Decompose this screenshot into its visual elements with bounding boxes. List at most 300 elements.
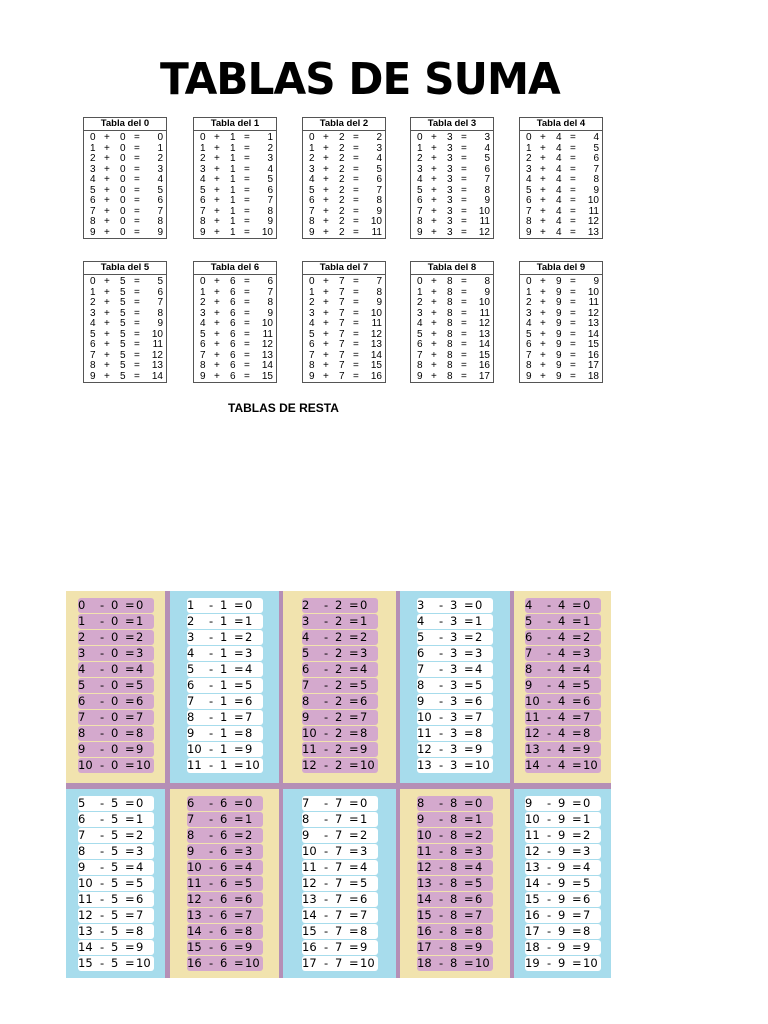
subtraction-row <box>417 726 493 741</box>
equals-sign: = <box>134 153 140 164</box>
sum-result: 12 <box>261 339 273 350</box>
addend-a: 2 <box>417 297 423 308</box>
plus-sign: + <box>431 132 437 143</box>
equals-sign: = <box>353 286 359 298</box>
subtraction-row <box>78 630 154 645</box>
addend-a: 3 <box>417 307 423 319</box>
minuend: 4 <box>78 662 86 676</box>
plus-sign: + <box>104 360 110 371</box>
equals-sign: = <box>572 694 582 708</box>
minuend: 18 <box>525 940 540 954</box>
addition-row <box>194 217 276 228</box>
equals-sign: = <box>461 276 467 287</box>
addition-row <box>303 277 385 288</box>
equals-sign: = <box>572 860 582 874</box>
equals-sign: = <box>349 924 359 938</box>
addend-a: 0 <box>526 132 532 143</box>
equals-sign: = <box>349 598 359 612</box>
addend-b: 6 <box>230 328 236 340</box>
minus-sign: - <box>324 630 329 644</box>
minuend: 11 <box>525 828 540 842</box>
plus-sign: + <box>323 328 329 340</box>
minuend: 7 <box>187 812 195 826</box>
sum-result: 16 <box>478 360 490 371</box>
subtrahend: 8 <box>450 844 458 858</box>
equals-sign: = <box>234 876 244 890</box>
plus-sign: + <box>104 184 110 196</box>
difference-result: 8 <box>475 924 483 938</box>
minuend: 12 <box>525 726 540 740</box>
addend-a: 4 <box>417 174 423 185</box>
sum-result: 6 <box>267 276 273 287</box>
addition-row <box>84 175 166 186</box>
equals-sign: = <box>244 216 250 227</box>
difference-result: 9 <box>136 742 144 756</box>
minuend: 5 <box>302 646 310 660</box>
sum-result: 12 <box>478 226 490 238</box>
minus-sign: - <box>439 646 444 660</box>
minuend: 16 <box>187 956 202 970</box>
addend-a: 0 <box>417 132 423 143</box>
minuend: 9 <box>525 678 533 692</box>
equals-sign: = <box>349 812 359 826</box>
addend-a: 0 <box>200 276 206 287</box>
plus-sign: + <box>540 153 546 164</box>
sum-result: 3 <box>157 163 163 175</box>
subtraction-row <box>187 796 263 811</box>
addend-a: 3 <box>417 163 423 175</box>
equals-sign: = <box>461 205 467 217</box>
addend-a: 9 <box>309 226 315 238</box>
addend-b: 8 <box>447 307 453 319</box>
equals-sign: = <box>349 908 359 922</box>
addend-b: 4 <box>556 174 562 185</box>
addition-row <box>411 217 493 228</box>
equals-sign: = <box>572 614 582 628</box>
subtraction-row <box>417 758 493 773</box>
addition-row <box>520 217 602 228</box>
equals-sign: = <box>461 132 467 143</box>
addend-a: 2 <box>309 297 315 308</box>
equals-sign: = <box>464 710 474 724</box>
addend-a: 5 <box>417 184 423 196</box>
subtrahend: 5 <box>111 908 119 922</box>
minuend: 6 <box>417 646 425 660</box>
minus-sign: - <box>324 828 329 842</box>
addition-row <box>194 298 276 309</box>
addition-row <box>520 319 602 330</box>
minuend: 17 <box>525 924 540 938</box>
minus-sign: - <box>100 908 105 922</box>
difference-result: 10 <box>245 956 260 970</box>
sum-result: 10 <box>478 297 490 308</box>
addition-row <box>411 196 493 207</box>
difference-result: 4 <box>583 662 591 676</box>
addend-b: 2 <box>339 153 345 164</box>
equals-sign: = <box>572 662 582 676</box>
addend-a: 2 <box>526 153 532 164</box>
subtrahend: 4 <box>558 614 566 628</box>
equals-sign: = <box>353 370 359 382</box>
subtrahend: 0 <box>111 742 119 756</box>
subtrahend: 8 <box>450 828 458 842</box>
addend-a: 5 <box>200 184 206 196</box>
subtrahend: 5 <box>111 844 119 858</box>
equals-sign: = <box>572 726 582 740</box>
minuend: 7 <box>187 694 195 708</box>
subtraction-row <box>187 710 263 725</box>
equals-sign: = <box>125 646 135 660</box>
equals-sign: = <box>570 132 576 143</box>
addition-row <box>194 372 276 383</box>
plus-sign: + <box>214 297 220 308</box>
equals-sign: = <box>353 216 359 227</box>
addition-row <box>194 340 276 351</box>
difference-result: 5 <box>136 876 144 890</box>
addend-b: 7 <box>339 339 345 350</box>
subtraction-row <box>302 812 378 827</box>
subtraction-row <box>302 710 378 725</box>
plus-sign: + <box>214 142 220 154</box>
minus-sign: - <box>209 828 214 842</box>
difference-result: 7 <box>245 908 253 922</box>
subtraction-row <box>78 908 154 923</box>
equals-sign: = <box>572 678 582 692</box>
minus-sign: - <box>439 828 444 842</box>
equals-sign: = <box>572 598 582 612</box>
addend-a: 8 <box>417 360 423 371</box>
sum-result: 10 <box>151 328 163 340</box>
difference-result: 3 <box>136 844 144 858</box>
subtrahend: 3 <box>450 710 458 724</box>
equals-sign: = <box>134 142 140 154</box>
equals-sign: = <box>125 908 135 922</box>
addition-row <box>520 340 602 351</box>
addend-a: 2 <box>90 153 96 164</box>
subtrahend: 8 <box>450 892 458 906</box>
minus-sign: - <box>100 758 105 772</box>
addition-row <box>194 277 276 288</box>
minus-sign: - <box>547 860 552 874</box>
minus-sign: - <box>100 742 105 756</box>
subtraction-row <box>417 694 493 709</box>
equals-sign: = <box>234 892 244 906</box>
minuend: 16 <box>417 924 432 938</box>
minus-sign: - <box>547 812 552 826</box>
sum-result: 9 <box>157 318 163 329</box>
addition-row <box>411 340 493 351</box>
minus-sign: - <box>324 924 329 938</box>
addend-a: 4 <box>200 318 206 329</box>
difference-result: 4 <box>245 662 253 676</box>
minus-sign: - <box>100 796 105 810</box>
subtraction-row <box>417 678 493 693</box>
minus-sign: - <box>547 614 552 628</box>
minus-sign: - <box>100 678 105 692</box>
plus-sign: + <box>323 174 329 185</box>
addend-b: 1 <box>230 226 236 238</box>
minuend: 9 <box>525 796 533 810</box>
minuend: 10 <box>302 844 317 858</box>
minus-sign: - <box>100 892 105 906</box>
equals-sign: = <box>353 174 359 185</box>
minuend: 8 <box>78 726 86 740</box>
equals-sign: = <box>125 614 135 628</box>
equals-sign: = <box>244 153 250 164</box>
equals-sign: = <box>349 940 359 954</box>
sum-result: 15 <box>587 339 599 350</box>
addend-a: 5 <box>309 184 315 196</box>
subtrahend: 2 <box>335 710 343 724</box>
subtraction-row <box>525 908 601 923</box>
addend-b: 2 <box>339 195 345 206</box>
subtrahend: 1 <box>220 630 228 644</box>
addend-a: 6 <box>90 339 96 350</box>
minus-sign: - <box>439 940 444 954</box>
equals-sign: = <box>125 876 135 890</box>
addition-row <box>520 175 602 186</box>
subtraction-row <box>302 726 378 741</box>
difference-result: 3 <box>360 646 368 660</box>
sum-result: 1 <box>157 142 163 154</box>
plus-sign: + <box>104 142 110 154</box>
minus-sign: - <box>209 924 214 938</box>
equals-sign: = <box>570 163 576 175</box>
subtraction-row <box>417 598 493 613</box>
addition-row <box>520 133 602 144</box>
minus-sign: - <box>209 860 214 874</box>
plus-sign: + <box>540 226 546 238</box>
plus-sign: + <box>540 142 546 154</box>
equals-sign: = <box>234 710 244 724</box>
sum-result: 9 <box>157 226 163 238</box>
minus-sign: - <box>209 662 214 676</box>
plus-sign: + <box>323 276 329 287</box>
minuend: 7 <box>78 710 86 724</box>
sum-result: 0 <box>157 132 163 143</box>
equals-sign: = <box>244 307 250 319</box>
plus-sign: + <box>323 132 329 143</box>
addend-b: 4 <box>556 195 562 206</box>
equals-sign: = <box>464 828 474 842</box>
addition-row <box>411 277 493 288</box>
subtraction-row <box>78 812 154 827</box>
equals-sign: = <box>461 349 467 361</box>
minuend: 10 <box>187 742 202 756</box>
subtraction-row <box>417 844 493 859</box>
addition-table-card <box>302 261 386 383</box>
minuend: 6 <box>187 678 195 692</box>
equals-sign: = <box>353 318 359 329</box>
subtraction-row <box>78 924 154 939</box>
subtraction-table-tile <box>170 789 279 978</box>
addition-table-header: Tabla del 9 <box>520 262 602 275</box>
subtrahend: 3 <box>450 678 458 692</box>
subtrahend: 2 <box>335 678 343 692</box>
difference-result: 2 <box>136 828 144 842</box>
plus-sign: + <box>540 286 546 298</box>
sum-result: 3 <box>267 153 273 164</box>
addend-b: 4 <box>556 205 562 217</box>
sum-result: 9 <box>376 297 382 308</box>
plus-sign: + <box>431 184 437 196</box>
subtraction-row <box>78 646 154 661</box>
minus-sign: - <box>547 646 552 660</box>
difference-result: 1 <box>360 614 368 628</box>
sum-result: 10 <box>587 286 599 298</box>
minuend: 8 <box>302 812 310 826</box>
subtraction-row <box>525 812 601 827</box>
subtraction-row <box>525 630 601 645</box>
addend-b: 9 <box>556 286 562 298</box>
subtraction-row <box>302 662 378 677</box>
equals-sign: = <box>464 956 474 970</box>
addend-a: 1 <box>417 142 423 154</box>
minus-sign: - <box>439 694 444 708</box>
subtraction-row <box>78 678 154 693</box>
sum-result: 4 <box>157 174 163 185</box>
subtraction-row <box>525 598 601 613</box>
minus-sign: - <box>100 662 105 676</box>
difference-result: 2 <box>360 630 368 644</box>
subtraction-table-tile <box>170 591 279 783</box>
subtraction-row <box>417 924 493 939</box>
equals-sign: = <box>125 940 135 954</box>
equals-sign: = <box>570 174 576 185</box>
difference-result: 6 <box>136 892 144 906</box>
minus-sign: - <box>547 662 552 676</box>
equals-sign: = <box>134 195 140 206</box>
sum-result: 9 <box>267 307 273 319</box>
sum-result: 7 <box>376 276 382 287</box>
sum-result: 8 <box>157 216 163 227</box>
difference-result: 3 <box>136 646 144 660</box>
difference-result: 7 <box>475 908 483 922</box>
subtrahend: 0 <box>111 646 119 660</box>
addend-b: 9 <box>556 276 562 287</box>
difference-result: 8 <box>583 924 591 938</box>
subtrahend: 0 <box>111 758 119 772</box>
addition-row <box>520 154 602 165</box>
subtrahend: 6 <box>220 860 228 874</box>
sum-result: 7 <box>593 163 599 175</box>
equals-sign: = <box>134 349 140 361</box>
equals-sign: = <box>244 174 250 185</box>
sum-result: 9 <box>484 195 490 206</box>
minuend: 10 <box>417 710 432 724</box>
subtrahend: 6 <box>220 956 228 970</box>
sum-result: 5 <box>157 276 163 287</box>
addend-a: 7 <box>417 349 423 361</box>
sum-result: 16 <box>370 370 382 382</box>
equals-sign: = <box>134 297 140 308</box>
equals-sign: = <box>244 195 250 206</box>
subtraction-row <box>302 694 378 709</box>
subtrahend: 7 <box>335 796 343 810</box>
difference-result: 5 <box>583 876 591 890</box>
addend-a: 2 <box>417 153 423 164</box>
minuend: 13 <box>187 908 202 922</box>
addend-a: 5 <box>200 328 206 340</box>
difference-result: 0 <box>475 598 483 612</box>
sum-result: 7 <box>376 184 382 196</box>
minus-sign: - <box>439 812 444 826</box>
equals-sign: = <box>570 360 576 371</box>
plus-sign: + <box>104 318 110 329</box>
minus-sign: - <box>547 630 552 644</box>
subtraction-row <box>78 662 154 677</box>
plus-sign: + <box>540 318 546 329</box>
addend-b: 4 <box>556 132 562 143</box>
addend-b: 2 <box>339 174 345 185</box>
sum-result: 7 <box>484 174 490 185</box>
equals-sign: = <box>134 174 140 185</box>
difference-result: 10 <box>136 758 151 772</box>
plus-sign: + <box>104 174 110 185</box>
subtrahend: 8 <box>450 812 458 826</box>
minuend: 7 <box>78 828 86 842</box>
plus-sign: + <box>104 226 110 238</box>
equals-sign: = <box>125 694 135 708</box>
subtrahend: 4 <box>558 678 566 692</box>
subtraction-row <box>525 828 601 843</box>
minus-sign: - <box>209 844 214 858</box>
subtraction-row <box>78 828 154 843</box>
plus-sign: + <box>540 132 546 143</box>
addend-a: 8 <box>90 216 96 227</box>
sum-result: 4 <box>376 153 382 164</box>
addend-a: 7 <box>526 349 532 361</box>
sum-result: 11 <box>479 216 490 227</box>
difference-result: 2 <box>475 828 483 842</box>
subtrahend: 7 <box>335 924 343 938</box>
addend-a: 6 <box>526 195 532 206</box>
subtraction-row <box>187 924 263 939</box>
difference-result: 2 <box>475 630 483 644</box>
sum-result: 10 <box>370 307 382 319</box>
minuend: 14 <box>525 758 540 772</box>
addition-row <box>411 175 493 186</box>
minus-sign: - <box>547 598 552 612</box>
equals-sign: = <box>125 924 135 938</box>
equals-sign: = <box>464 694 474 708</box>
equals-sign: = <box>349 726 359 740</box>
addend-a: 5 <box>526 328 532 340</box>
difference-result: 10 <box>245 758 260 772</box>
equals-sign: = <box>570 205 576 217</box>
equals-sign: = <box>353 226 359 238</box>
addend-a: 7 <box>90 205 96 217</box>
subtrahend: 1 <box>220 726 228 740</box>
difference-result: 8 <box>360 726 368 740</box>
equals-sign: = <box>353 328 359 340</box>
sum-result: 11 <box>588 297 599 308</box>
addend-b: 0 <box>120 174 126 185</box>
addend-b: 7 <box>339 328 345 340</box>
addition-row <box>84 154 166 165</box>
minus-sign: - <box>439 630 444 644</box>
plus-sign: + <box>104 276 110 287</box>
sum-result: 14 <box>587 328 599 340</box>
addend-b: 6 <box>230 286 236 298</box>
difference-result: 4 <box>136 860 144 874</box>
subtrahend: 0 <box>111 694 119 708</box>
sum-result: 6 <box>593 153 599 164</box>
equals-sign: = <box>464 892 474 906</box>
plus-sign: + <box>540 205 546 217</box>
addend-a: 9 <box>417 226 423 238</box>
minuend: 4 <box>417 614 425 628</box>
